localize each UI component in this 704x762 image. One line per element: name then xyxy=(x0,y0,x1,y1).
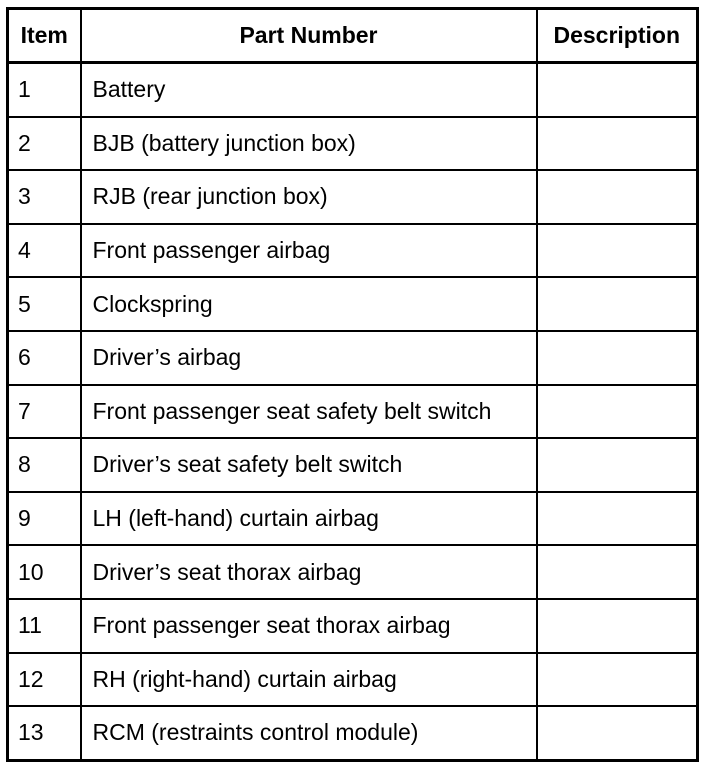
part-cell: RJB (rear junction box) xyxy=(81,170,537,224)
description-cell xyxy=(537,277,698,331)
description-cell xyxy=(537,492,698,546)
item-cell: 1 xyxy=(8,63,81,117)
table-header-row xyxy=(8,9,698,63)
part-cell: Battery xyxy=(81,63,537,117)
header-item: Item xyxy=(8,9,81,63)
part-cell: Clockspring xyxy=(81,277,537,331)
item-cell: 4 xyxy=(8,224,81,278)
part-cell: Driver’s airbag xyxy=(81,331,537,385)
table-row xyxy=(8,706,698,760)
table-row xyxy=(8,331,698,385)
part-cell: BJB (battery junction box) xyxy=(81,117,537,171)
part-cell: LH (left-hand) curtain airbag xyxy=(81,492,537,546)
table-row xyxy=(8,438,698,492)
part-cell: RH (right-hand) curtain airbag xyxy=(81,653,537,707)
parts-table xyxy=(6,7,699,762)
item-cell: 9 xyxy=(8,492,81,546)
description-cell xyxy=(537,331,698,385)
part-cell: Front passenger seat safety belt switch xyxy=(81,385,537,439)
header-description: Description xyxy=(537,9,698,63)
table-row xyxy=(8,117,698,171)
parts-table-container xyxy=(6,7,699,762)
description-cell xyxy=(537,117,698,171)
description-cell xyxy=(537,653,698,707)
description-cell xyxy=(537,599,698,653)
item-cell: 2 xyxy=(8,117,81,171)
description-cell xyxy=(537,170,698,224)
item-cell: 13 xyxy=(8,706,81,760)
table-row xyxy=(8,63,698,117)
part-cell: Driver’s seat safety belt switch xyxy=(81,438,537,492)
item-cell: 10 xyxy=(8,545,81,599)
part-cell: RCM (restraints control module) xyxy=(81,706,537,760)
description-cell xyxy=(537,706,698,760)
table-row xyxy=(8,277,698,331)
description-cell xyxy=(537,385,698,439)
description-cell xyxy=(537,545,698,599)
item-cell: 12 xyxy=(8,653,81,707)
part-cell: Front passenger seat thorax airbag xyxy=(81,599,537,653)
item-cell: 11 xyxy=(8,599,81,653)
item-cell: 8 xyxy=(8,438,81,492)
table-row xyxy=(8,385,698,439)
header-part-number: Part Number xyxy=(81,9,537,63)
table-row xyxy=(8,492,698,546)
item-cell: 7 xyxy=(8,385,81,439)
table-row xyxy=(8,653,698,707)
part-cell: Driver’s seat thorax airbag xyxy=(81,545,537,599)
description-cell xyxy=(537,224,698,278)
item-cell: 6 xyxy=(8,331,81,385)
table-row xyxy=(8,170,698,224)
table-row xyxy=(8,545,698,599)
description-cell xyxy=(537,63,698,117)
part-cell: Front passenger airbag xyxy=(81,224,537,278)
description-cell xyxy=(537,438,698,492)
table-row xyxy=(8,224,698,278)
item-cell: 5 xyxy=(8,277,81,331)
table-row xyxy=(8,599,698,653)
item-cell: 3 xyxy=(8,170,81,224)
